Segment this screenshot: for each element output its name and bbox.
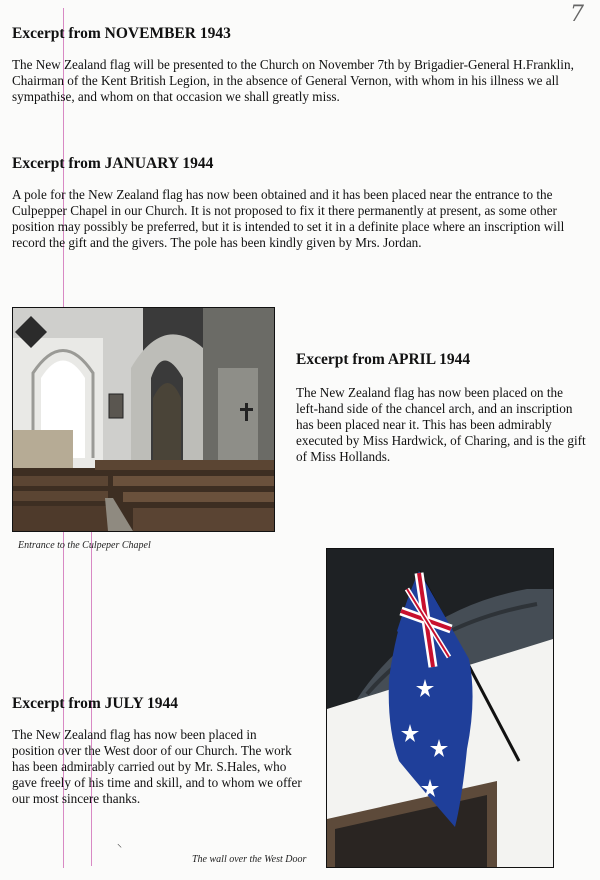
excerpt-heading: Excerpt from JULY 1944 <box>12 695 179 712</box>
page-number: 7 <box>570 2 584 27</box>
excerpt-november-1943 <box>12 25 582 105</box>
new-zealand-flag-illustration <box>327 549 553 867</box>
flag-photo-caption: The wall over the West Door <box>192 854 307 865</box>
chapel-photo-caption: Entrance to the Culpeper Chapel <box>18 540 151 551</box>
excerpt-january-1944 <box>12 155 582 251</box>
excerpt-heading: Excerpt from JANUARY 1944 <box>12 155 214 172</box>
excerpt-body: The New Zealand flag has now been placed on the left-hand side of the chancel arch, and an inscription has been placed near it. This has been admirably executed by Miss Hardwick, of Charing, and is the gift of Miss Hollands. <box>296 385 586 464</box>
excerpt-april-1944 <box>296 351 586 465</box>
excerpt-july-1944 <box>12 695 302 807</box>
chapel-photo <box>12 307 275 532</box>
scan-speck: ⸌ <box>117 843 122 854</box>
flag-photo <box>326 548 554 868</box>
excerpt-body: The New Zealand flag has now been placed in position over the West door of our Church. The work has been admirably carried out by Mr. S.Hales, who gave freely of his time and skill, and to whom we offer our most sincere thanks. <box>12 727 302 806</box>
excerpt-body: The New Zealand flag will be presented to the Church on November 7th by Brigadier-General H.Franklin, Chairman of the Kent British Legion, in the absence of General Vernon, with whom in his illness we all sympathise, and whom on that occasion we shall greatly miss. <box>12 57 574 104</box>
excerpt-heading: Excerpt from NOVEMBER 1943 <box>12 25 231 42</box>
chapel-photo-illustration <box>13 308 274 531</box>
excerpt-body: A pole for the New Zealand flag has now been obtained and it has been placed near the entrance to the Culpepper Chapel in our Church. It is not proposed to fix it there permanently at present, as some other position may possibly be preferred, but it is intended to set it in a definite place where an inscription will record the gift and the givers. The pole has been kindly given by Mrs. Jordan. <box>12 187 565 250</box>
excerpt-heading: Excerpt from APRIL 1944 <box>296 351 471 368</box>
